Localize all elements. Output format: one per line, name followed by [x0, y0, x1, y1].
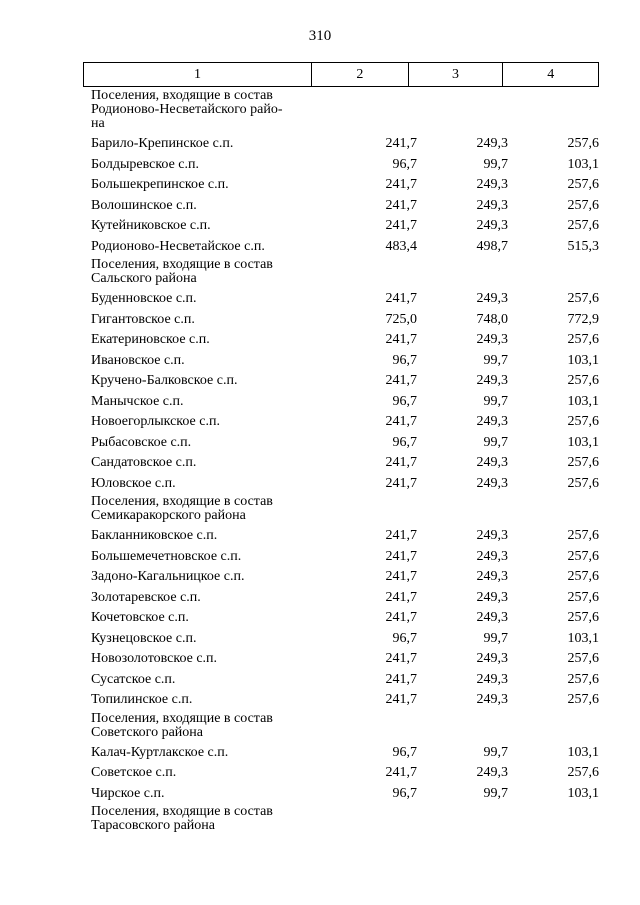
- table-body: [91, 87, 599, 835]
- value-col-3: 249,3: [476, 671, 508, 687]
- settlement-name: Болдыревское с.п.: [91, 156, 200, 172]
- value-col-2: 241,7: [385, 569, 417, 584]
- value-col-2: 241,7: [385, 455, 417, 470]
- table-row: [91, 133, 599, 154]
- settlement-name: Калач-Куртлакское с.п.: [91, 744, 229, 760]
- settlement-name: Бакланниковское с.п.: [91, 528, 218, 543]
- value-col-2: 241,7: [385, 136, 417, 151]
- table-row: [91, 783, 599, 804]
- column-header-2: 2: [312, 63, 409, 86]
- value-col-3: 99,7: [483, 630, 508, 646]
- value-col-3: 249,3: [476, 528, 508, 543]
- value-col-2: 241,7: [385, 671, 417, 687]
- value-col-4: 103,1: [567, 393, 599, 409]
- value-col-3: 249,3: [476, 475, 508, 491]
- value-col-3: 249,3: [476, 765, 508, 780]
- value-col-4: 257,6: [567, 569, 599, 584]
- value-col-2: 241,7: [385, 548, 417, 564]
- value-col-4: 257,6: [567, 373, 599, 388]
- table-row: [91, 648, 599, 669]
- value-col-4: 103,1: [567, 785, 599, 801]
- group-title: [91, 87, 599, 133]
- value-col-3: 99,7: [483, 393, 508, 409]
- settlement-name: Буденновское с.п.: [91, 291, 197, 306]
- value-col-4: 257,6: [567, 177, 599, 192]
- value-col-4: 103,1: [567, 352, 599, 368]
- settlement-name: Задоно-Кагальницкое с.п.: [91, 569, 245, 584]
- value-col-3: 99,7: [483, 352, 508, 368]
- value-col-4: 257,6: [567, 548, 599, 564]
- value-col-3: 249,3: [476, 692, 508, 707]
- settlement-name: Золотаревское с.п.: [91, 589, 201, 605]
- value-col-4: 257,6: [567, 455, 599, 470]
- settlement-name: Гигантовское с.п.: [91, 311, 195, 327]
- value-col-3: 249,3: [476, 610, 508, 625]
- table-row: [91, 411, 599, 432]
- value-col-2: 96,7: [392, 744, 417, 760]
- table-row: [91, 762, 599, 783]
- value-col-2: 96,7: [392, 785, 417, 801]
- value-col-3: 249,3: [476, 332, 508, 347]
- value-col-2: 241,7: [385, 414, 417, 429]
- table-row: [91, 309, 599, 330]
- table-row: [91, 742, 599, 763]
- value-col-4: 257,6: [567, 332, 599, 347]
- value-col-3: 249,3: [476, 177, 508, 192]
- settlement-name: Новоегорлыкское с.п.: [91, 414, 220, 429]
- value-col-2: 241,7: [385, 475, 417, 491]
- table-row: [91, 432, 599, 453]
- group-title-line: Поселения, входящие в состав: [91, 257, 273, 272]
- value-col-2: 241,7: [385, 218, 417, 233]
- settlement-name: Кутейниковское с.п.: [91, 218, 211, 233]
- value-col-4: 257,6: [567, 197, 599, 213]
- value-col-4: 515,3: [567, 238, 599, 254]
- group-title: [91, 803, 599, 835]
- table-row: [91, 473, 599, 494]
- value-col-2: 96,7: [392, 434, 417, 450]
- value-col-4: 103,1: [567, 434, 599, 450]
- group-title: [91, 256, 599, 288]
- settlement-name: Волошинское с.п.: [91, 197, 197, 213]
- settlement-name: Сусатское с.п.: [91, 671, 176, 687]
- table-row: [91, 566, 599, 587]
- value-col-4: 257,6: [567, 651, 599, 666]
- table-row: [91, 195, 599, 216]
- value-col-3: 99,7: [483, 744, 508, 760]
- group-title-line: Поселения, входящие в состав: [91, 88, 273, 103]
- settlement-name: Топилинское с.п.: [91, 692, 193, 707]
- value-col-2: 96,7: [392, 352, 417, 368]
- settlement-name: Ивановское с.п.: [91, 352, 185, 368]
- group-title-line: Поселения, входящие в состав: [91, 804, 273, 819]
- value-col-3: 498,7: [476, 238, 508, 254]
- value-col-4: 257,6: [567, 671, 599, 687]
- settlement-name: Рыбасовское с.п.: [91, 434, 192, 450]
- table-row: [91, 525, 599, 546]
- settlement-name: Чирское с.п.: [91, 785, 165, 801]
- table-row: [91, 546, 599, 567]
- value-col-2: 241,7: [385, 765, 417, 780]
- value-col-3: 99,7: [483, 785, 508, 801]
- column-header-4: 4: [547, 66, 555, 82]
- table-row: [91, 350, 599, 371]
- value-col-4: 772,9: [567, 311, 599, 327]
- group-title: [91, 710, 599, 742]
- group-title-line: Семикаракорского района: [91, 508, 246, 523]
- table-row: [91, 587, 599, 608]
- group-title-line: Тарасовского района: [91, 818, 215, 833]
- value-col-4: 103,1: [567, 744, 599, 760]
- value-col-4: 257,6: [567, 414, 599, 429]
- settlement-name: Кручено-Балковское с.п.: [91, 373, 238, 388]
- table-row: [91, 452, 599, 473]
- value-col-2: 725,0: [385, 311, 417, 327]
- settlement-name: Кочетовское с.п.: [91, 610, 189, 625]
- value-col-3: 99,7: [483, 434, 508, 450]
- page-number: 310: [308, 28, 332, 44]
- value-col-4: 257,6: [567, 218, 599, 233]
- value-col-3: 249,3: [476, 218, 508, 233]
- table-row: [91, 154, 599, 175]
- group-title-line: Поселения, входящие в состав: [91, 494, 273, 509]
- group-heading: [91, 256, 599, 288]
- value-col-4: 103,1: [567, 156, 599, 172]
- value-col-3: 249,3: [476, 651, 508, 666]
- group-heading: [91, 803, 599, 835]
- settlement-name: Манычское с.п.: [91, 393, 184, 409]
- value-col-4: 257,6: [567, 692, 599, 707]
- table-header: [83, 62, 599, 87]
- value-col-2: 241,7: [385, 528, 417, 543]
- value-col-2: 241,7: [385, 332, 417, 347]
- value-col-2: 96,7: [392, 156, 417, 172]
- value-col-4: 257,6: [567, 765, 599, 780]
- table-row: [91, 215, 599, 236]
- settlement-name: Большемечетновское с.п.: [91, 548, 242, 564]
- group-heading: [91, 493, 599, 525]
- settlement-name: Сандатовское с.п.: [91, 455, 197, 470]
- value-col-3: 249,3: [476, 569, 508, 584]
- table-row: [91, 288, 599, 309]
- settlement-name: Советское с.п.: [91, 765, 177, 780]
- value-col-2: 241,7: [385, 589, 417, 605]
- table-row: [91, 370, 599, 391]
- table-row: [91, 669, 599, 690]
- value-col-3: 99,7: [483, 156, 508, 172]
- group-title-line: Поселения, входящие в состав: [91, 710, 273, 726]
- column-header-3: 3: [409, 63, 504, 86]
- table-row: [91, 174, 599, 195]
- value-col-4: 257,6: [567, 589, 599, 605]
- group-title-line: Сальского района: [91, 271, 197, 286]
- value-col-4: 257,6: [567, 610, 599, 625]
- value-col-3: 249,3: [476, 455, 508, 470]
- table-row: [91, 628, 599, 649]
- table-row: [91, 391, 599, 412]
- group-title-line: Родионово-Несветайского райо-: [91, 102, 283, 117]
- value-col-2: 241,7: [385, 610, 417, 625]
- value-col-3: 249,3: [476, 373, 508, 388]
- value-col-4: 103,1: [567, 630, 599, 646]
- settlement-name: Новозолотовское с.п.: [91, 651, 218, 666]
- settlement-name: Юловское с.п.: [91, 475, 176, 491]
- group-title-line: на: [91, 116, 105, 131]
- table-row: [91, 329, 599, 350]
- settlement-name: Екатериновское с.п.: [91, 332, 210, 347]
- settlement-name: Большекрепинское с.п.: [91, 177, 229, 192]
- value-col-2: 241,7: [385, 177, 417, 192]
- group-heading: [91, 87, 599, 133]
- value-col-2: 483,4: [385, 238, 417, 254]
- settlement-name: Барило-Крепинское с.п.: [91, 136, 234, 151]
- settlement-name: Кузнецовское с.п.: [91, 630, 197, 646]
- value-col-2: 96,7: [392, 630, 417, 646]
- value-col-2: 241,7: [385, 373, 417, 388]
- value-col-2: 241,7: [385, 197, 417, 213]
- table-row: [91, 607, 599, 628]
- value-col-4: 257,6: [567, 136, 599, 151]
- value-col-4: 257,6: [567, 291, 599, 306]
- value-col-3: 249,3: [476, 197, 508, 213]
- settlement-name: Родионово-Несветайское с.п.: [91, 238, 265, 254]
- value-col-3: 748,0: [476, 311, 508, 327]
- value-col-3: 249,3: [476, 589, 508, 605]
- value-col-3: 249,3: [476, 414, 508, 429]
- value-col-2: 241,7: [385, 291, 417, 306]
- value-col-2: 96,7: [392, 393, 417, 409]
- group-title: [91, 493, 599, 525]
- value-col-2: 241,7: [385, 651, 417, 666]
- value-col-4: 257,6: [567, 475, 599, 491]
- value-col-3: 249,3: [476, 136, 508, 151]
- value-col-2: 241,7: [385, 692, 417, 707]
- table-row: [91, 689, 599, 710]
- group-heading: [91, 710, 599, 742]
- value-col-4: 257,6: [567, 528, 599, 543]
- table-row: [91, 236, 599, 257]
- group-title-line: Советского района: [91, 724, 203, 740]
- value-col-3: 249,3: [476, 291, 508, 306]
- column-header-1: 1: [84, 63, 312, 86]
- value-col-3: 249,3: [476, 548, 508, 564]
